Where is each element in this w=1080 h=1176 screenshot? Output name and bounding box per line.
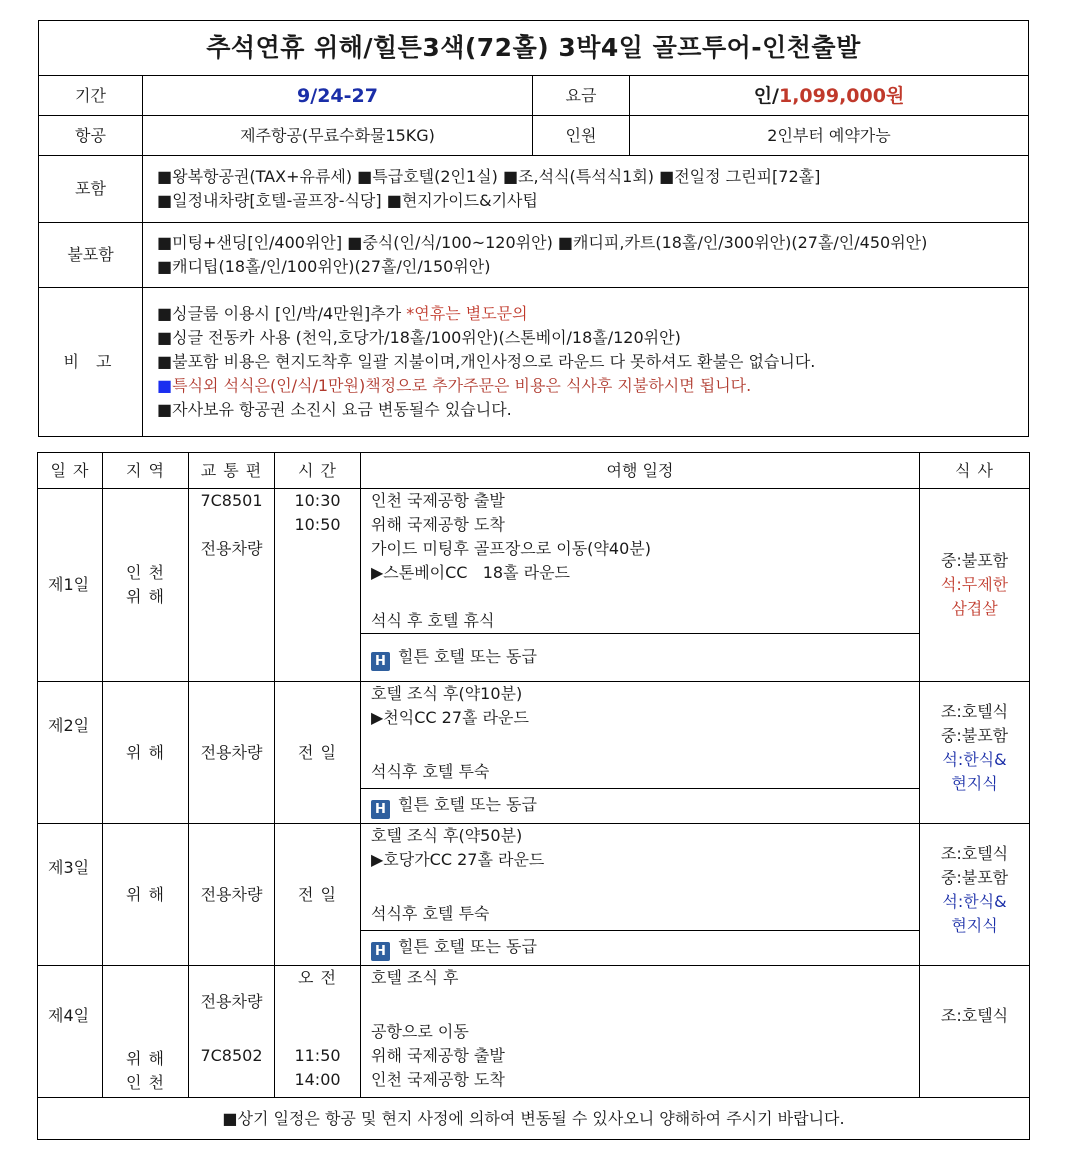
period-value: 9/24-27 (143, 76, 533, 116)
day-4-transport (189, 966, 275, 1098)
exclude-line: ■미팅+샌딩[인/400위안] ■중식(인/식/100~120위안) ■캐디피,카트(18홀/인/300위안)(27홀/인/450위안) (157, 233, 928, 252)
day-3-itinerary: 호텔 조식 후(약50분) ▶호당가CC 27홀 라운드 석식후 호텔 투숙 (361, 824, 920, 931)
vehicle: 전용차량 (200, 539, 263, 558)
people-label: 인원 (533, 116, 630, 156)
day-2-transport: 전용차량 (189, 682, 275, 824)
day-3-transport: 전용차량 (189, 824, 275, 966)
note-line-5: ■자사보유 항공권 소진시 요금 변동될수 있습니다. (157, 400, 512, 419)
day-2-region: 위 해 (103, 682, 189, 824)
day-3-meals: 조:호텔식 중:불포함 석:한식& 현지식 (920, 824, 1030, 966)
price-label: 요금 (533, 76, 630, 116)
day-2-hotel: H 힐튼 호텔 또는 동급 (361, 789, 920, 824)
price-prefix: 인/ (753, 84, 779, 107)
day-3-label: 제3일 (38, 824, 103, 966)
include-label: 포함 (39, 156, 143, 223)
hotel-icon: H (371, 800, 390, 819)
day-1-itinerary: 인천 국제공항 출발 위해 국제공항 도착 가이드 미팅후 골프장으로 이동(약40분) ▶스톤베이CC 18홀 라운드 석식 후 호텔 휴식 (361, 489, 920, 634)
day-1-time: 10:30 10:50 (275, 489, 361, 682)
day-2-meals: 조:호텔식 중:불포함 석:한식& 현지식 (920, 682, 1030, 824)
note-line-4: ■특식외 석식은(인/식/1만원)책정으로 추가주문은 비용은 식사후 지불하시면 됩니다. (157, 376, 752, 395)
flight-number: 7C8501 (200, 491, 263, 510)
day-3-hotel: H 힐튼 호텔 또는 동급 (361, 931, 920, 966)
airline-value: 제주항공(무료수화물15KG) (143, 116, 533, 156)
day-4-label: 제4일 (38, 966, 103, 1098)
day-2-label: 제2일 (38, 682, 103, 824)
notes-label: 비 고 (39, 288, 143, 437)
vehicle: 전용차량 (200, 992, 263, 1011)
day-1-meals: 중:불포함 석:무제한 삼겹살 (920, 489, 1030, 682)
note-line-3: ■불포함 비용은 현지도착후 일괄 지불이며,개인사정으로 라운드 다 못하셔도 환불은 없습니다. (157, 352, 816, 371)
footer-note: ■상기 일정은 항공 및 현지 사정에 의하여 변동될 수 있사오니 양해하여 주시기 바랍니다. (38, 1098, 1030, 1140)
day-2-itinerary: 호텔 조식 후(약10분) ▶천익CC 27홀 라운드 석식후 호텔 투숙 (361, 682, 920, 789)
day-3-region: 위 해 (103, 824, 189, 966)
day-3-time: 전 일 (275, 824, 361, 966)
header-itinerary: 여행 일정 (361, 453, 920, 489)
day-2-time: 전 일 (275, 682, 361, 824)
tour-info-table (38, 20, 1029, 437)
note-line-1: ■싱글룸 이용시 [인/박/4만원]추가 *연휴는 별도문의 (157, 304, 528, 323)
flight-number: 7C8502 (200, 1046, 263, 1065)
hotel-icon: H (371, 652, 390, 671)
day-4-time: 오 전 11:50 14:00 (275, 966, 361, 1098)
header-time: 시 간 (275, 453, 361, 489)
exclude-label: 불포함 (39, 223, 143, 288)
note-line-2: ■싱글 전동카 사용 (천익,호당가/18홀/100위안)(스톤베이/18홀/120위안) (157, 328, 681, 347)
day-4-region: 위 해 인 천 (103, 966, 189, 1098)
schedule-table (37, 452, 1030, 1140)
include-line: ■일정내차량[호텔-골프장-식당] ■현지가이드&기사팁 (157, 191, 538, 210)
people-value: 2인부터 예약가능 (630, 116, 1029, 156)
day-4-itinerary: 호텔 조식 후 공항으로 이동 위해 국제공항 출발 인천 국제공항 도착 (361, 966, 920, 1098)
exclude-content (143, 223, 1029, 288)
header-transport: 교 통 편 (189, 453, 275, 489)
day-1-transport (189, 489, 275, 682)
include-line: ■왕복항공권(TAX+유류세) ■특급호텔(2인1실) ■조,석식(특석식1회) ■전일정 그린피[72홀] (157, 167, 821, 186)
day-4-meals: 조:호텔식 (920, 966, 1030, 1098)
header-day: 일 자 (38, 453, 103, 489)
day-1-hotel: H 힐튼 호텔 또는 동급 (361, 634, 920, 682)
exclude-line: ■캐디팁(18홀/인/100위안)(27홀/인/150위안) (157, 257, 491, 276)
day-1-label: 제1일 (38, 489, 103, 682)
header-region: 지 역 (103, 453, 189, 489)
page-title: 추석연휴 위해/힐튼3색(72홀) 3박4일 골프투어-인천출발 (39, 21, 1029, 76)
include-content (143, 156, 1029, 223)
day-1-region: 인 천 위 해 (103, 489, 189, 682)
holiday-inquiry-note: *연휴는 별도문의 (406, 304, 528, 323)
period-label: 기간 (39, 76, 143, 116)
notes-content (143, 288, 1029, 437)
price-cell (630, 76, 1029, 116)
hotel-icon: H (371, 942, 390, 961)
price-value: 1,099,000원 (778, 84, 905, 107)
header-meal: 식 사 (920, 453, 1030, 489)
airline-label: 항공 (39, 116, 143, 156)
